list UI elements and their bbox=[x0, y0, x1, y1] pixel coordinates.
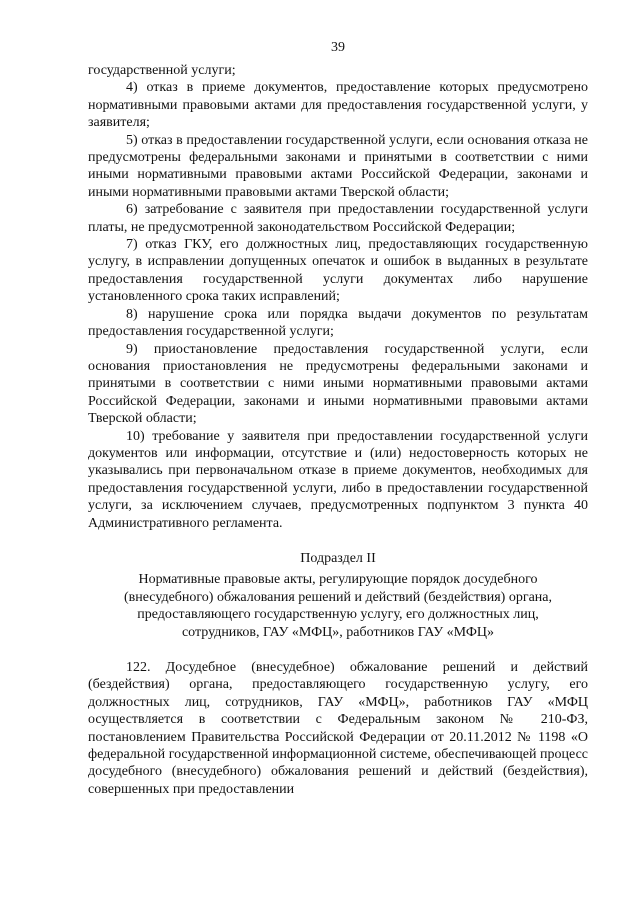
list-item-9: 9) приостановление предоставления государственной услуги, если основания приостановления не предусмотрены федеральными законами и принятыми в соответствии с ними иными нормативными правовыми актами Российской Федерации, законами и иными нормативными правовыми актами Тверской области; bbox=[88, 341, 588, 427]
list-item-6: 6) затребование с заявителя при предоставлении государственной услуги платы, не предусмотренной законодательством Российской Федерации; bbox=[88, 202, 588, 235]
list-item-5: 5) отказ в предоставлении государственной услуги, если основания отказа не предусмотрены федеральными законами и принятыми в соответствии с ними иными нормативными правовыми актами Российской Федерации, законами и иными нормативными правовыми актами Тверской области; bbox=[88, 132, 588, 200]
page-number: 39 bbox=[331, 40, 345, 55]
list-item-8: 8) нарушение срока или порядка выдачи документов по результатам предоставления государственной услуги; bbox=[88, 306, 588, 340]
subsection-label: Подраздел II bbox=[300, 550, 376, 566]
list-item-7: 7) отказ ГКУ, его должностных лиц, предоставляющих государственную услугу, в исправлении допущенных опечаток и ошибок в выданных в результате предоставления государственной услуги документах либо нарушение установленного срока таких исправлений; bbox=[88, 237, 588, 305]
paragraph-continuation: государственной услуги; bbox=[88, 63, 236, 78]
subsection-header bbox=[88, 550, 588, 641]
document-page bbox=[88, 0, 588, 905]
document-body bbox=[88, 62, 588, 798]
clause-122: 122. Досудебное (внесудебное) обжалование решений и действий (бездействия) органа, предоставляющего государственную услугу, его должностных лиц, сотрудников, ГАУ «МФЦ», работников ГАУ «МФЦ осуществляется в соответствии с Федеральным законом № 210-ФЗ, постановлением Правительства Российской Федерации от 20.11.2012 № 1198 «О федеральной государственной информационной системе, обеспечивающей процесс досудебного (внесудебного) обжалования решений и действий (бездействия), совершенных при предоставлении bbox=[88, 660, 588, 797]
list-item-4: 4) отказ в приеме документов, предоставление которых предусмотрено нормативными правовыми актами для предоставления государственной услуги, у заявителя; bbox=[88, 80, 588, 131]
list-item-10: 10) требование у заявителя при предоставлении государственной услуги документов или информации, отсутствие и (или) недостоверность которых не указывались при первоначальном отказе в приеме документов, необходимых для предоставления государственной услуги, либо в предоставлении государственной услуги, за исключением случаев, предусмотренных подпунктом 3 пункта 40 Административного регламента. bbox=[88, 428, 588, 531]
subsection-title: Нормативные правовые акты, регулирующие порядок досудебного (внесудебного) обжалования решений и действий (бездействия) органа, предоставляющего государственную услугу, его должностных лиц, сотрудников, ГАУ «МФЦ», работников ГАУ «МФЦ» bbox=[123, 572, 553, 640]
